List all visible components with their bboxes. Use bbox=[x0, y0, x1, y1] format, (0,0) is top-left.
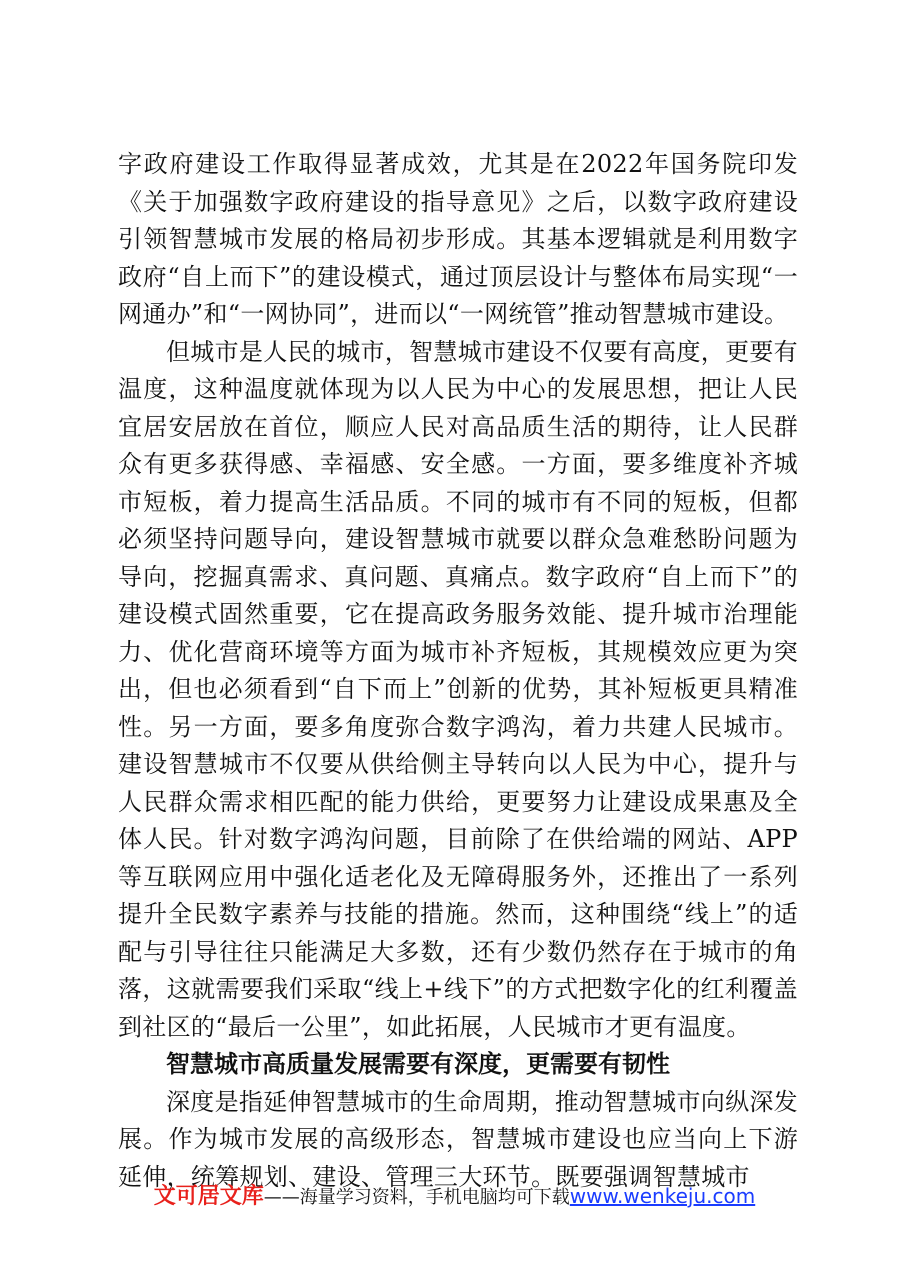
document-body bbox=[118, 146, 798, 1196]
paragraph-people-city: 但城市是人民的城市，智慧城市建设不仅要有高度，更要有温度，这种温度就体现为以人民为中心的发展思想，把让人民宜居安居放在首位，顺应人民对高品质生活的期待，让人民群众有更多获得感、幸福感、安全感。一方面，要多维度补齐城市短板，着力提高生活品质。不同的城市有不同的短板，但都必须坚持问题导向，建设智慧城市就要以群众急难愁盼问题为导向，挖掘真需求、真问题、真痛点。数字政府“自上而下”的建设模式固然重要，它在提高政务服务效能、提升城市治理能力、优化营商环境等方面为城市补齐短板，其规模效应更为突出，但也必须看到“自下而上”创新的优势，其补短板更具精准性。另一方面，要多角度弥合数字鸿沟，着力共建人民城市。建设智慧城市不仅要从供给侧主导转向以人民为中心，提升与人民群众需求相匹配的能力供给，更要努力让建设成果惠及全体人民。针对数字鸿沟问题，目前除了在供给端的网站、APP等互联网应用中强化适老化及无障碍服务外，还推出了一系列提升全民数字素养与技能的措施。然而，这种围绕“线上”的适配与引导往往只能满足大多数，还有少数仍然存在于城市的角落，这就需要我们采取“线上+线下”的方式把数字化的红利覆盖到社区的“最后一公里”，如此拓展，人民城市才更有温度。 bbox=[118, 337, 798, 1041]
paragraph-depth: 深度是指延伸智慧城市的生命周期，推动智慧城市向纵深发展。作为城市发展的高级形态，智慧城市建设也应当向上下游延伸，统筹规划、建设、管理三大环节。既要强调智慧城市 bbox=[118, 1087, 798, 1191]
footer-tagline: ——海量学习资料，手机电脑均可下载 bbox=[263, 1187, 570, 1208]
footer-banner bbox=[0, 1182, 909, 1212]
paragraph-continuation: 字政府建设工作取得显著成效，尤其是在2022年国务院印发《关于加强数字政府建设的指导意见》之后，以数字政府建设引领智慧城市发展的格局初步形成。其基本逻辑就是利用数字政府“自上而下”的建设模式，通过顶层设计与整体布局实现“一网通办”和“一网协同”，进而以“一网统管”推动智慧城市建设。 bbox=[118, 150, 798, 328]
section-heading: 智慧城市高质量发展需要有深度，更需要有韧性 bbox=[166, 1050, 670, 1078]
footer-brand: 文可居文库 bbox=[153, 1184, 264, 1209]
footer-link[interactable]: www.wenkeju.com bbox=[569, 1184, 756, 1208]
